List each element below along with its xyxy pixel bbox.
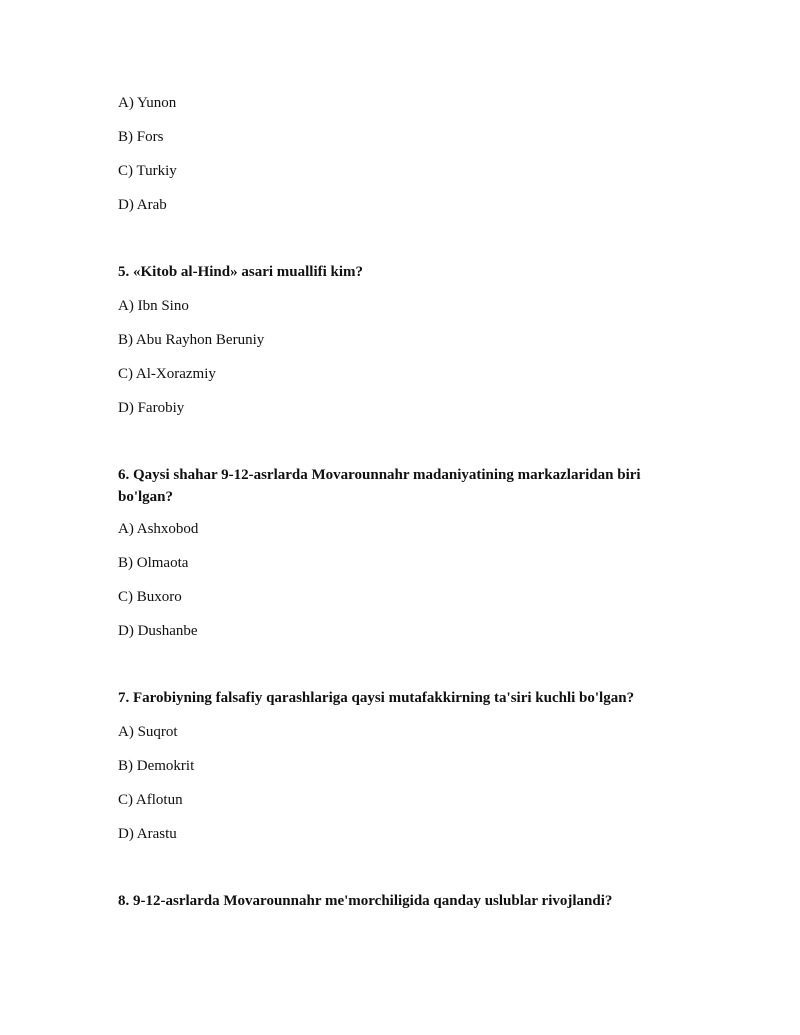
option-d: D) Arastu (118, 826, 177, 842)
option-b: B) Abu Rayhon Beruniy (118, 332, 265, 348)
option-d: D) Farobiy (118, 400, 185, 416)
question-7: 7. Farobiyning falsafiy qarashlariga qaysi mutafakkirning ta'siri kuchli bo'lgan? (118, 690, 635, 706)
option-b: B) Fors (118, 129, 164, 145)
option-b: B) Olmaota (118, 555, 189, 571)
option-d: D) Arab (118, 197, 167, 213)
question-5: 5. «Kitob al-Hind» asari muallifi kim? (118, 264, 364, 280)
option-a: A) Ashxobod (118, 521, 199, 537)
option-c: C) Aflotun (118, 792, 183, 808)
option-a: A) Ibn Sino (118, 298, 189, 314)
option-a: A) Yunon (118, 95, 177, 111)
option-c: C) Buxoro (118, 589, 182, 605)
question-6: 6. Qaysi shahar 9-12-asrlarda Movarounnahr madaniyatining markazlaridan biri bo'lgan? (118, 467, 641, 505)
option-c: C) Al-Xorazmiy (118, 366, 216, 382)
option-c: C) Turkiy (118, 163, 177, 179)
option-a: A) Suqrot (118, 724, 178, 740)
option-d: D) Dushanbe (118, 623, 198, 639)
option-b: B) Demokrit (118, 758, 195, 774)
question-8: 8. 9-12-asrlarda Movarounnahr me'morchiligida qanday uslublar rivojlandi? (118, 893, 613, 909)
